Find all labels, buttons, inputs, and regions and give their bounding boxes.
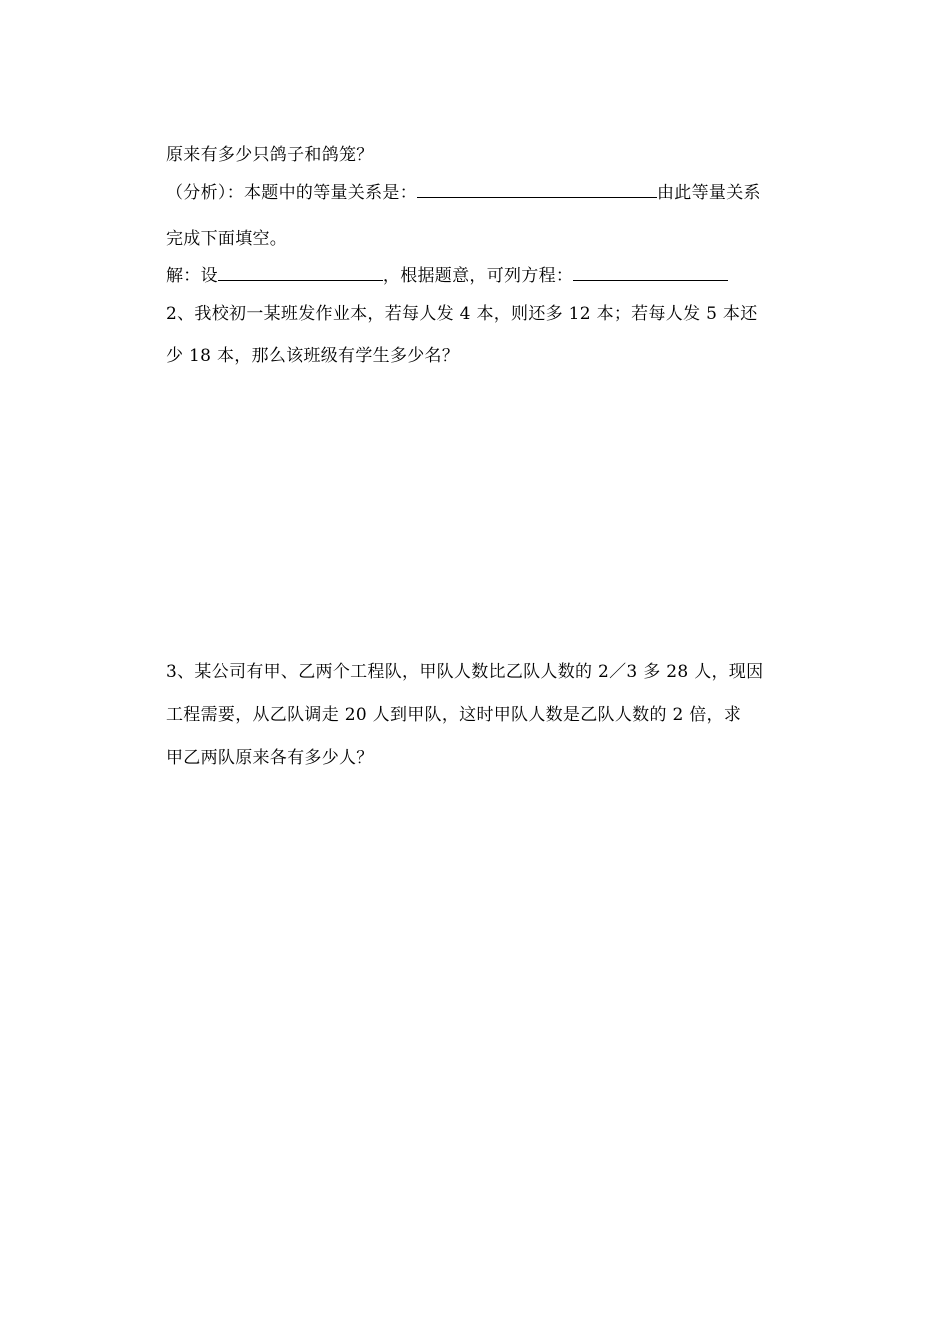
problem2-line1: 2、我校初一某班发作业本，若每人发 4 本，则还多 12 本；若每人发 5 本还 xyxy=(166,304,758,324)
solution-equation-blank[interactable] xyxy=(573,264,728,281)
problem1-analysis-cont: 完成下面填空。 xyxy=(166,229,288,249)
solution-mid: ，根据题意，可列方程： xyxy=(382,266,574,286)
analysis-prefix: （分析）：本题中的等量关系是： xyxy=(166,183,417,203)
problem1-question-tail: 原来有多少只鸽子和鸽笼？ xyxy=(166,145,374,165)
problem2-line2: 少 18 本，那么该班级有学生多少名？ xyxy=(166,346,460,366)
problem1-analysis-line xyxy=(166,181,761,205)
problem3-line2: 工程需要，从乙队调走 20 人到甲队，这时甲队人数是乙队人数的 2 倍，求 xyxy=(166,705,742,725)
solution-variable-blank[interactable] xyxy=(218,264,383,281)
problem3-line3: 甲乙两队原来各有多少人？ xyxy=(166,748,374,768)
analysis-answer-blank[interactable] xyxy=(417,181,657,198)
problem3-line1: 3、某公司有甲、乙两个工程队，甲队人数比乙队人数的 2／3 多 28 人，现因 xyxy=(166,662,764,682)
solution-prefix: 解：设 xyxy=(166,266,218,286)
analysis-suffix: 由此等量关系 xyxy=(657,183,761,203)
problem1-solution-line xyxy=(166,264,728,288)
